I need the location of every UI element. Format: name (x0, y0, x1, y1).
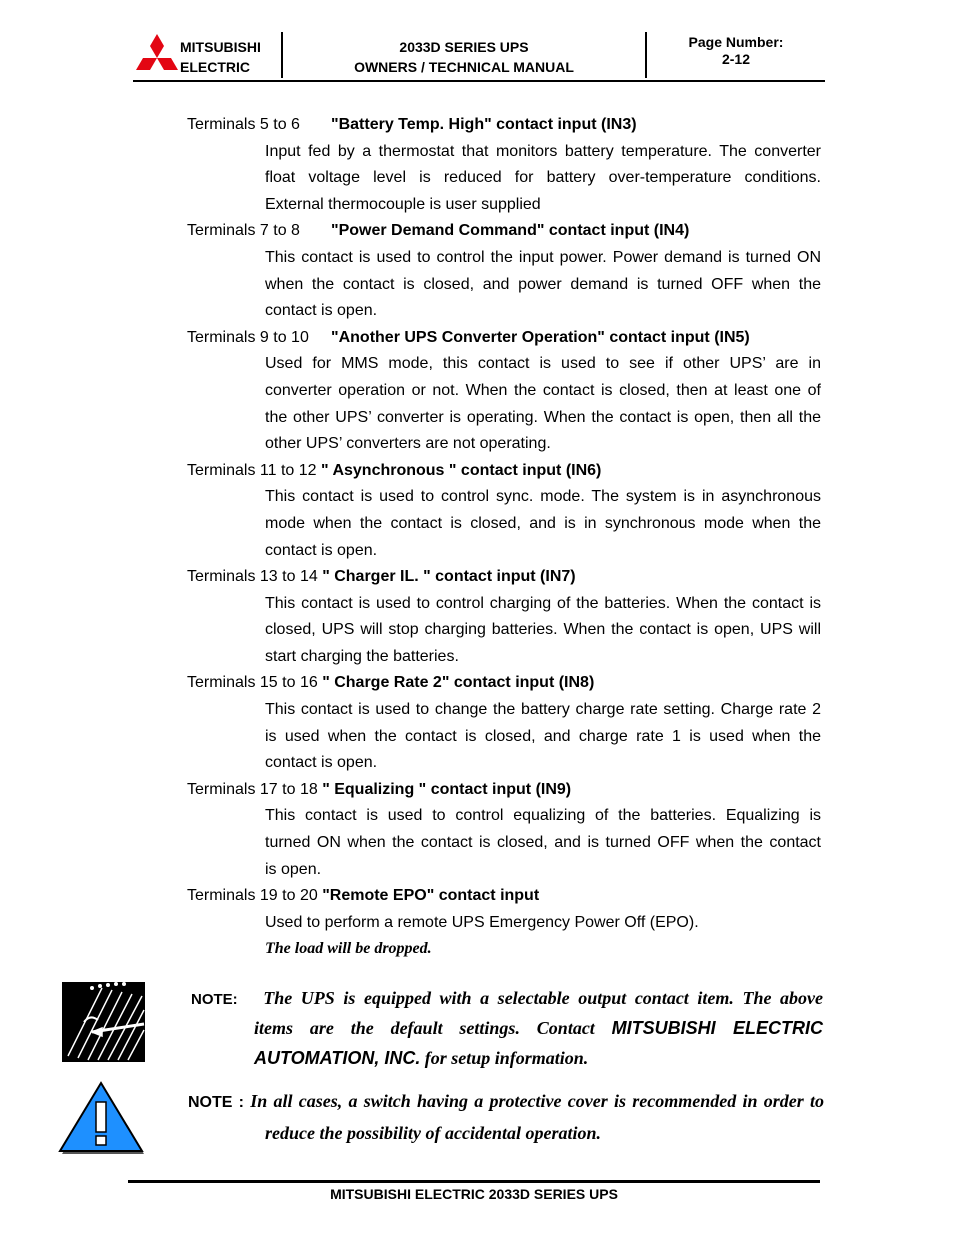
note-brand-text: MITSUBISHI ELECTRIC (611, 1018, 823, 1038)
note-text: The UPS is equipped with a selectable output contact item. The above (263, 988, 823, 1008)
brand-line-1: MITSUBISHI (180, 39, 261, 55)
terminal-heading-row (187, 564, 827, 591)
title-line-2: OWNERS / TECHNICAL MANUAL (354, 59, 574, 75)
description-line: converter operation or not. When the contact is closed, then at least one of (265, 381, 821, 399)
warning-triangle-icon (58, 1080, 148, 1158)
terminal-name: Terminals 7 to 8 (187, 222, 300, 240)
terminal-heading-row (187, 218, 827, 245)
note-line (254, 1044, 823, 1074)
safety-note (188, 1086, 824, 1150)
description-line: This contact is used to control sync. mode. The system is in asynchronous (265, 488, 821, 506)
terminal-description (265, 484, 821, 564)
terminal-entry (187, 218, 827, 324)
brand-line-2: ELECTRIC (180, 59, 250, 75)
title-line-1: 2033D SERIES UPS (399, 39, 529, 55)
terminal-entry (187, 883, 827, 962)
page-header (133, 30, 825, 82)
document-title (283, 37, 645, 77)
description-line: This contact is used to control the input power. Power demand is turned ON (265, 248, 821, 266)
description-line: the other UPS’ converter is operating. When the contact is open, then all the (265, 408, 821, 426)
description-line: contact is open. (265, 754, 378, 772)
terminal-name: Terminals 9 to 10 (187, 328, 309, 346)
note-label: NOTE : (188, 1094, 244, 1111)
description-line: closed, UPS will stop charging batteries. When the contact is open, UPS will (265, 621, 821, 639)
page-footer: MITSUBISHI ELECTRIC 2033D SERIES UPS (330, 1186, 618, 1202)
terminal-heading-row (187, 883, 827, 910)
description-line: mode when the contact is closed, and is in synchronous mode when the (265, 514, 821, 532)
terminal-list (187, 112, 827, 962)
terminal-heading-row (187, 458, 827, 485)
terminal-name: Terminals 11 to 12 (187, 461, 317, 479)
description-line: Used for MMS mode, this contact is used to see if other UPS’ are in (265, 355, 821, 373)
terminal-entry (187, 112, 827, 218)
note-text: for setup information. (424, 1048, 589, 1068)
terminal-name: Terminals 5 to 6 (187, 116, 300, 133)
page-number-value: 2-12 (721, 51, 751, 67)
terminal-heading: "Another UPS Converter Operation" contact input (IN5) (331, 328, 750, 346)
terminal-heading: " Equalizing " contact input (IN9) (322, 780, 572, 798)
terminal-heading: " Asynchronous " contact input (IN6) (321, 461, 602, 479)
setup-note (191, 984, 823, 1074)
description-line: contact is open. (265, 541, 378, 559)
terminal-heading-row (187, 325, 827, 352)
terminal-description (265, 245, 821, 325)
note-text: reduce the possibility of accidental operation. (265, 1123, 601, 1143)
note-text: items are the default settings. Contact (254, 1018, 595, 1038)
terminal-heading: "Remote EPO" contact input (322, 887, 540, 905)
description-line: start charging the batteries. (265, 647, 459, 665)
terminal-description (265, 351, 821, 457)
epo-warning-text: The load will be dropped. (265, 940, 432, 958)
terminal-description (265, 697, 821, 777)
description-line: contact is open. (265, 302, 378, 320)
terminal-entry (187, 670, 827, 776)
page-number (647, 34, 825, 68)
terminal-name: Terminals 13 to 14 (187, 568, 318, 586)
note-label: NOTE: (191, 991, 238, 1008)
note-text: In all cases, a switch having a protective cover is recommended in order to (250, 1091, 824, 1111)
description-line: This contact is used to control equalizing of the batteries. Equalizing is (265, 807, 821, 825)
terminal-description (265, 591, 821, 671)
terminal-description (265, 910, 821, 937)
description-line: is open. (265, 860, 322, 878)
note-line (254, 1014, 823, 1044)
note-brand-text: AUTOMATION, INC. (254, 1048, 421, 1068)
note-line (188, 1086, 824, 1118)
description-line: other UPS’ converters are not operating. (265, 435, 551, 453)
terminal-heading: " Charger IL. " contact input (IN7) (322, 568, 576, 586)
terminal-entry (187, 325, 827, 458)
terminal-description (265, 803, 821, 883)
terminal-heading-row (187, 112, 827, 139)
brand-name (180, 37, 261, 77)
description-line: is used when the contact is closed, and charge rate 1 is used when the (265, 727, 821, 745)
description-line: when the contact is closed, and power demand is turned OFF when the (265, 275, 821, 293)
terminal-entry (187, 458, 827, 564)
terminal-heading-row (187, 777, 827, 804)
mitsubishi-logo-icon (133, 32, 181, 76)
terminal-heading: "Battery Temp. High" contact input (IN3) (331, 116, 637, 133)
terminal-heading: " Charge Rate 2" contact input (IN8) (322, 674, 595, 692)
terminal-name: Terminals 19 to 20 (187, 887, 318, 905)
description-line: float voltage level is reduced for battery over-temperature conditions. (265, 169, 821, 187)
note-pen-icon (62, 982, 145, 1062)
terminal-heading: "Power Demand Command" contact input (IN4) (331, 222, 690, 240)
terminal-name: Terminals 15 to 16 (187, 674, 318, 692)
description-line: Input fed by a thermostat that monitors battery temperature. The converter (265, 142, 821, 160)
description-line: This contact is used to change the battery charge rate setting. Charge rate 2 (265, 701, 821, 719)
description-line: This contact is used to control charging of the batteries. When the contact is (265, 594, 821, 612)
note-line (191, 984, 823, 1014)
note-line (265, 1118, 824, 1150)
footer-rule (128, 1180, 820, 1183)
terminal-description (265, 139, 821, 219)
description-line: External thermocouple is user supplied (265, 195, 541, 213)
terminal-entry (187, 777, 827, 883)
terminal-name: Terminals 17 to 18 (187, 780, 318, 798)
terminal-entry (187, 564, 827, 670)
terminal-heading-row (187, 670, 827, 697)
description-line: turned ON when the contact is closed, and is turned OFF when the contact (265, 834, 821, 852)
page-number-label: Page Number: (688, 34, 784, 50)
description-line: Used to perform a remote UPS Emergency Power Off (EPO). (265, 913, 699, 931)
